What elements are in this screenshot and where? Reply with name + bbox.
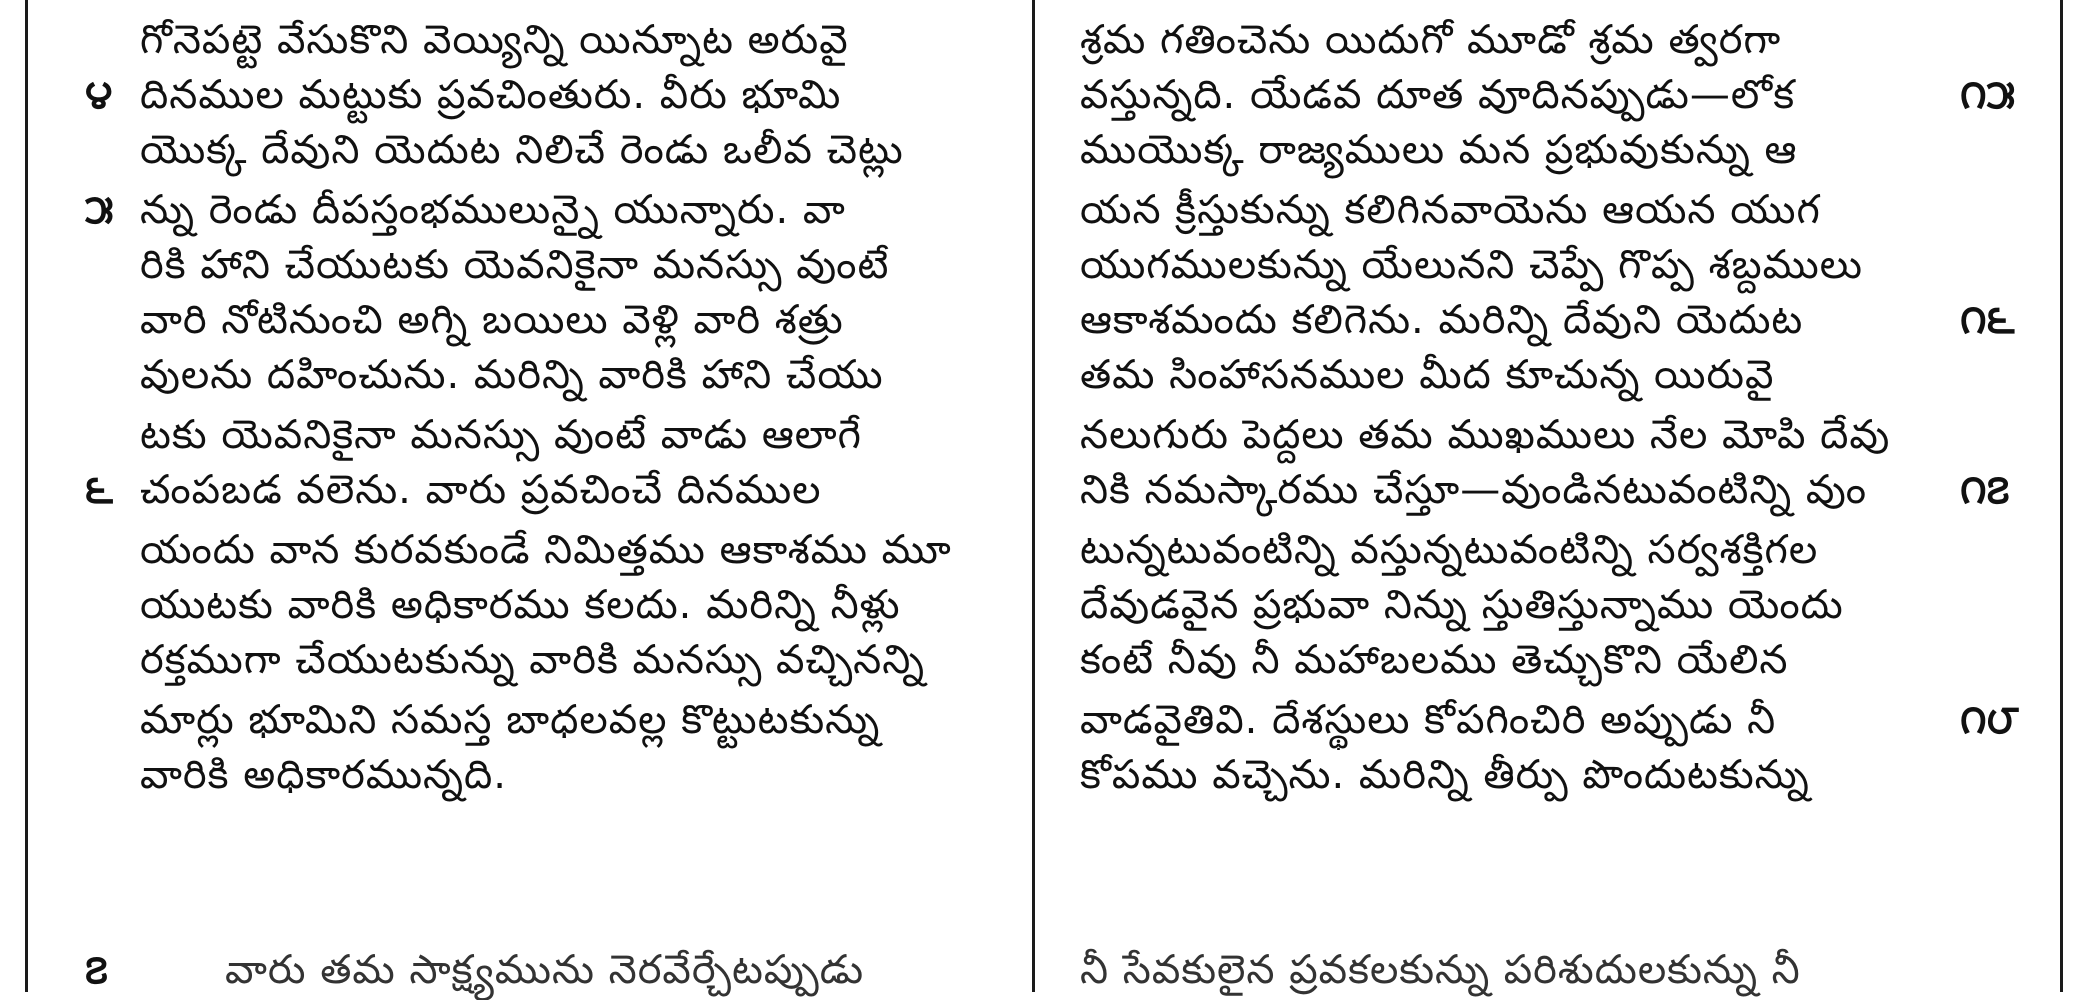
text-line: దేవుడవైన ప్రభువా నిన్ను స్తుతిస్తున్నాము యెందు	[1080, 582, 1844, 628]
text-line: తమ సింహాసనముల మీద కూచున్న యిరువై	[1080, 352, 1775, 398]
text-line: కోపము వచ్చెను. మరిన్ని తీర్పు పొందుటకున్ను	[1080, 752, 1810, 798]
text-line: నికి నమస్కారము చేస్తూ—వుండినటువంటిన్ని వుం	[1080, 467, 1868, 513]
text-line: కంటే నీవు నీ మహాబలము తెచ్చుకొని యేలిన	[1080, 637, 1789, 683]
text-line: యందు వాన కురవకుండే నిమిత్తము ఆకాశము మూ	[140, 527, 952, 573]
text-line: వారు తమ సాక్ష్యమును నెరవేర్చేటప్పుడు	[225, 947, 865, 993]
right-border-rule	[2060, 0, 2063, 992]
text-line: ఆకాశమందు కలిగెను. మరిన్ని దేవుని యెదుట	[1080, 297, 1804, 343]
text-line: వాడవైతివి. దేశస్థులు కోపగించిరి అప్పుడు నీ	[1080, 697, 1777, 743]
right-column	[1040, 0, 2060, 992]
text-line: నీ సేవకులైన ప్రవకలకున్ను పరిశుదులకున్ను నీ	[1080, 947, 1801, 993]
column-divider	[1032, 0, 1035, 992]
text-line: చంపబడ వలెను. వారు ప్రవచించే దినముల	[140, 467, 822, 513]
text-line: శ్రమ గతించెను యిదుగో మూడో శ్రమ త్వరగా	[1080, 17, 1782, 63]
text-line: ముయొక్క రాజ్యములు మన ప్రభువుకున్ను ఆ	[1080, 127, 1798, 173]
verse-number: ౭	[85, 947, 108, 993]
text-line: వారి నోటినుంచి అగ్ని బయిలు వెళ్లి వారి శత్రు	[140, 297, 844, 343]
text-line: యుగములకున్ను యేలునని చెప్పే గొప్ప శబ్దములు	[1080, 242, 1863, 288]
text-line: టున్నటువంటిన్ని వస్తున్నటువంటిన్ని సర్వశక్తిగల	[1080, 527, 1819, 573]
text-line: వారికి అధికారమున్నది.	[140, 752, 507, 798]
text-line: న్ను రెండు దీపస్తంభములున్నై యున్నారు. వా	[140, 187, 846, 233]
verse-number: ౧౬	[1960, 297, 2015, 343]
text-line: యన క్రీస్తుకున్ను కలిగినవాయెను ఆయన యుగ	[1080, 187, 1821, 233]
verse-number: ౪	[85, 72, 113, 118]
verse-number: ౧౮	[1960, 697, 2019, 743]
verse-number: ౧౭	[1960, 467, 2010, 513]
text-line: గోనెపట్టె వేసుకొని వెయ్యిన్ని యిన్నూట అరువై	[140, 17, 849, 63]
text-line: దినముల మట్టుకు ప్రవచింతురు. వీరు భూమి	[140, 72, 842, 118]
text-line: రక్తముగా చేయుటకున్ను వారికి మనస్సు వచ్చినన్ని	[140, 637, 925, 683]
left-column	[0, 0, 1030, 992]
verse-number: ౬	[85, 467, 113, 513]
text-line: యుటకు వారికి అధికారము కలదు. మరిన్ని నీళ్లు	[140, 582, 901, 628]
verse-number: ౧౫	[1960, 72, 2016, 118]
text-line: యొక్క దేవుని యెదుట నిలిచే రెండు ఒలీవ చెట్లు	[140, 127, 904, 173]
text-line: నలుగురు పెద్దలు తమ ముఖములు నేల మోపి దేవు	[1080, 412, 1891, 458]
text-line: మార్లు భూమిని సమస్త బాధలవల్ల కొట్టుటకున్ను	[140, 697, 881, 743]
text-line: వులను దహించును. మరిన్ని వారికి హాని చేయు	[140, 352, 884, 398]
text-line: వస్తున్నది. యేడవ దూత వూదినప్పుడు—లోక	[1080, 72, 1796, 118]
text-line: టకు యెవనికైనా మనస్సు వుంటే వాడు ఆలాగే	[140, 412, 862, 458]
verse-number: ౫	[85, 187, 114, 233]
text-line: రికి హాని చేయుటకు యెవనికైనా మనస్సు వుంటే	[140, 242, 890, 288]
